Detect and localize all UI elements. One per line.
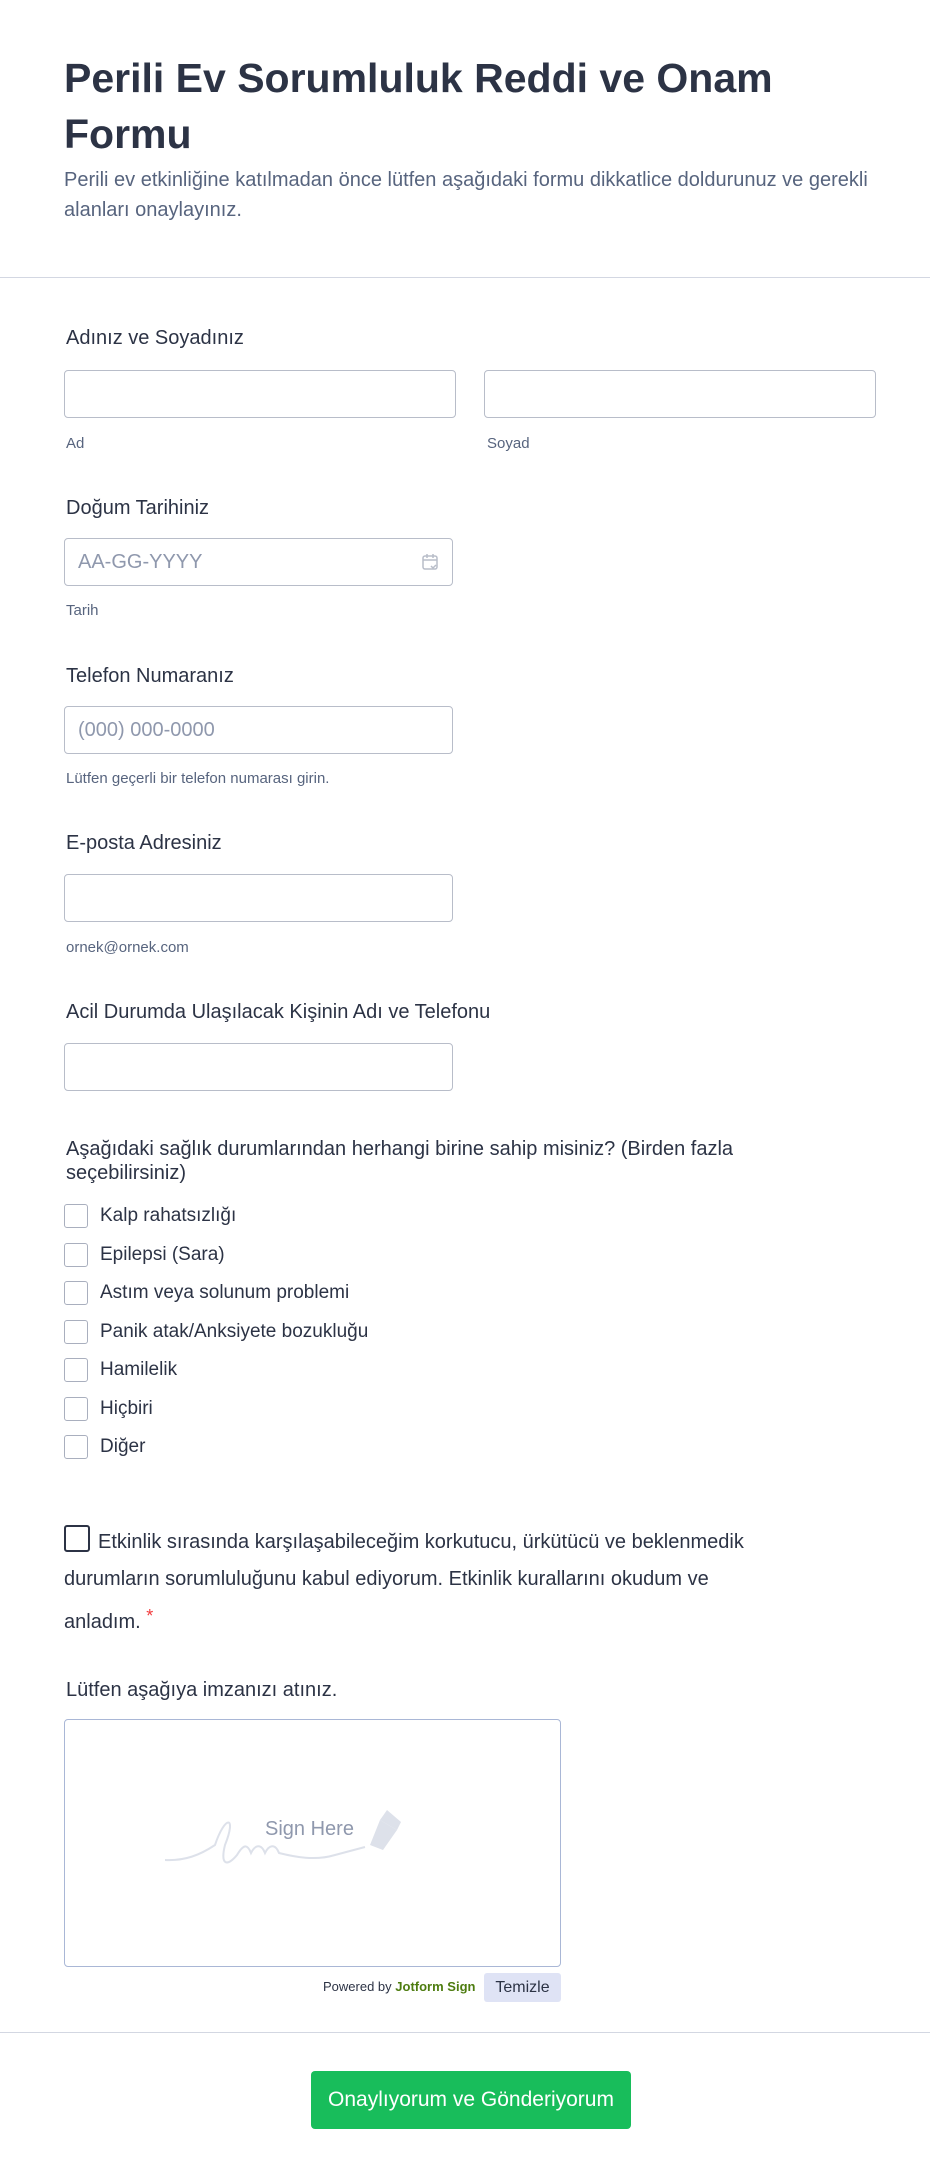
page-description: Perili ev etkinliğine katılmadan önce lütfen aşağıdaki formu dikkatlice doldurunuz ve gerekli alanları onaylayınız. xyxy=(64,169,868,221)
first-name-sublabel: Ad xyxy=(66,435,85,452)
health-option-label: Hiçbiri xyxy=(100,1397,153,1419)
required-mark: * xyxy=(146,1606,154,1626)
calendar-icon[interactable] xyxy=(421,553,439,571)
consent-checkbox-row[interactable] xyxy=(64,1524,784,1641)
clear-signature-button[interactable]: Temizle xyxy=(484,1973,561,2002)
sign-here-placeholder: Sign Here xyxy=(265,1818,354,1840)
birth-date-label: Doğum Tarihiniz xyxy=(66,497,210,519)
health-option-label: Kalp rahatsızlığı xyxy=(100,1205,237,1226)
checkbox[interactable] xyxy=(64,1281,88,1305)
last-name-sublabel: Soyad xyxy=(487,435,530,452)
health-option-label: Panik atak/Anksiyete bozukluğu xyxy=(100,1320,369,1342)
header-divider xyxy=(0,277,930,278)
powered-by-text: Powered by xyxy=(323,1979,392,1994)
page-title: Perili Ev Sorumluluk Reddi ve Onam Formu xyxy=(64,55,773,157)
health-option-label: Diğer xyxy=(100,1436,146,1457)
birth-date-sublabel: Tarih xyxy=(66,602,99,619)
health-option-label: Epilepsi (Sara) xyxy=(100,1243,225,1265)
submit-button[interactable]: Onaylıyorum ve Gönderiyorum xyxy=(311,2071,631,2129)
last-name-input[interactable] xyxy=(484,370,876,418)
health-option-label: Astım veya solunum problemi xyxy=(100,1282,350,1303)
checkbox[interactable] xyxy=(64,1435,88,1459)
health-label: Aşağıdaki sağlık durumlarından herhangi birine sahip misiniz? (Birden fazla seçebilirsiniz) xyxy=(66,1138,734,1184)
checkbox[interactable] xyxy=(64,1204,88,1228)
consent-text: Etkinlik sırasında karşılaşabileceğim korkutucu, ürkütücü ve beklenmedik durumların sorumluluğunu kabul ediyorum. Etkinlik kurallarını okudum ve anladım. xyxy=(64,1531,744,1633)
birth-date-input[interactable] xyxy=(64,538,453,586)
birth-date-placeholder: AA-GG-YYYY xyxy=(78,550,203,573)
health-option[interactable] xyxy=(64,1435,145,1459)
checkbox[interactable] xyxy=(64,1320,88,1344)
phone-label: Telefon Numaranız xyxy=(66,665,234,687)
checkbox[interactable] xyxy=(64,1243,88,1267)
emergency-contact-input[interactable] xyxy=(64,1043,453,1091)
signature-label: Lütfen aşağıya imzanızı atınız. xyxy=(66,1679,338,1701)
health-option[interactable] xyxy=(64,1397,153,1421)
signature-pad[interactable] xyxy=(64,1719,561,1967)
email-label: E-posta Adresiniz xyxy=(66,832,222,854)
health-option[interactable] xyxy=(64,1320,368,1344)
health-option-label: Hamilelik xyxy=(100,1359,178,1380)
footer-divider xyxy=(0,2032,930,2033)
checkbox[interactable] xyxy=(64,1358,88,1382)
phone-input[interactable] xyxy=(64,706,453,754)
consent-checkbox[interactable] xyxy=(64,1525,90,1552)
phone-sublabel: Lütfen geçerli bir telefon numarası girin. xyxy=(66,770,330,787)
health-option[interactable] xyxy=(64,1281,349,1305)
health-option[interactable] xyxy=(64,1204,236,1228)
email-sublabel: ornek@ornek.com xyxy=(66,939,189,956)
health-option[interactable] xyxy=(64,1358,177,1382)
health-option[interactable] xyxy=(64,1243,225,1267)
checkbox[interactable] xyxy=(64,1397,88,1421)
email-input[interactable] xyxy=(64,874,453,922)
powered-by xyxy=(323,1979,475,1994)
name-label: Adınız ve Soyadınız xyxy=(66,327,244,349)
jotform-sign-brand[interactable]: Jotform Sign xyxy=(395,1979,476,1994)
phone-placeholder: (000) 000-0000 xyxy=(78,718,215,741)
emergency-contact-label: Acil Durumda Ulaşılacak Kişinin Adı ve Telefonu xyxy=(66,1001,491,1023)
first-name-input[interactable] xyxy=(64,370,456,418)
